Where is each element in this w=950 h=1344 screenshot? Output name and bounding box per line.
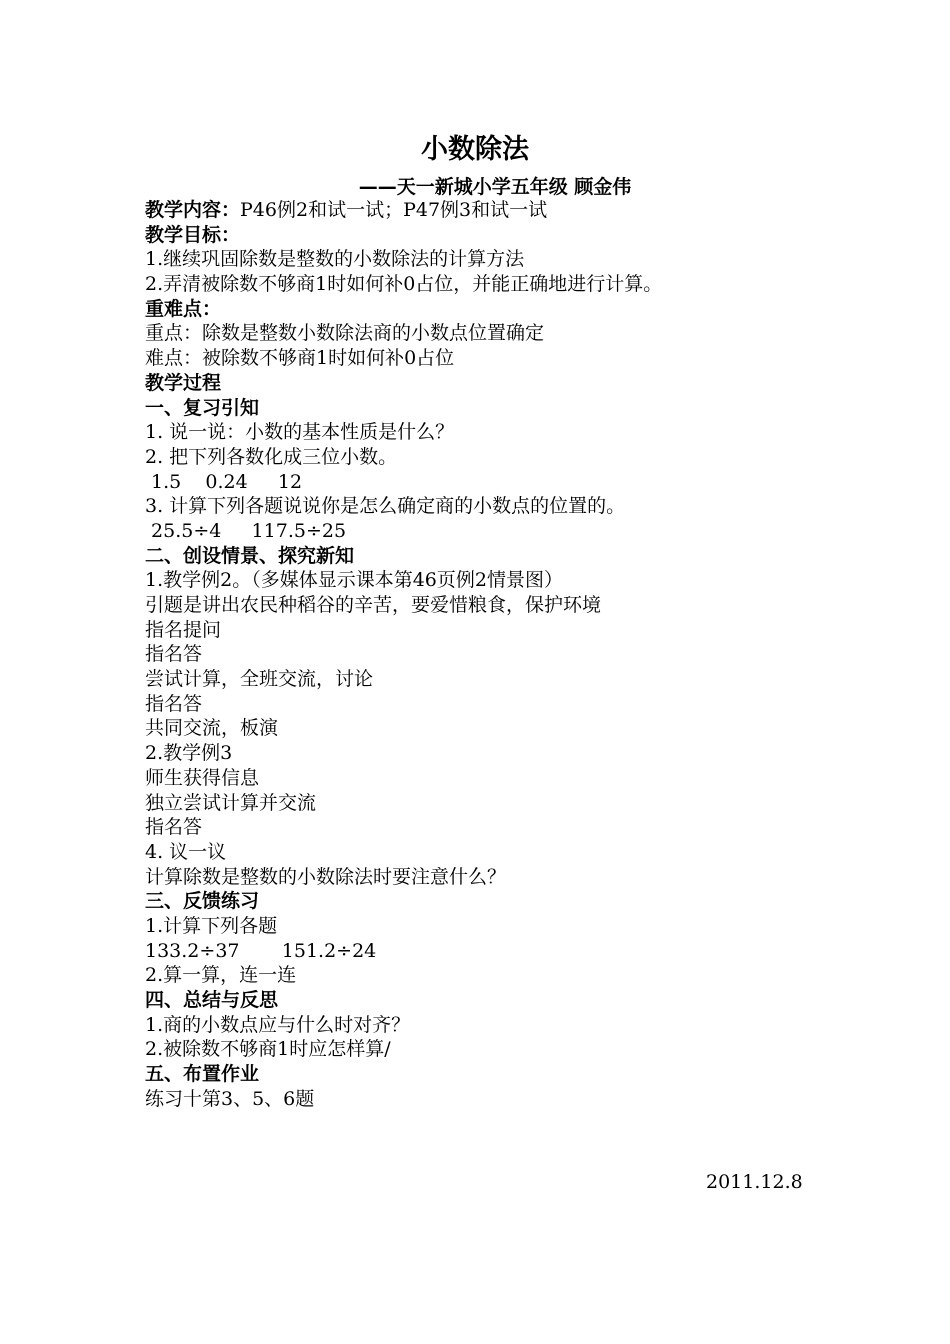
text-line: 1.教学例2。（多媒体显示课本第46页例2情景图） xyxy=(145,569,563,592)
text-line: 1. 说一说：小数的基本性质是什么？ xyxy=(145,421,455,444)
text-line: 1.计算下列各题 xyxy=(145,914,278,937)
text-line: 25.5÷4 117.5÷25 xyxy=(145,519,347,542)
section-heading: 二、创设情景、探究新知 xyxy=(145,544,355,567)
text-line: 2.被除数不够商1时应怎样算/ xyxy=(145,1038,391,1061)
text-line: 2.弄清被除数不够商1时如何补0占位，并能正确地进行计算。 xyxy=(145,273,663,296)
document-body xyxy=(145,198,845,1111)
teaching-content-line xyxy=(145,198,845,223)
text-line: 133.2÷37 151.2÷24 xyxy=(145,939,377,962)
section-heading: 教学目标： xyxy=(145,223,241,246)
section-heading: 一、复习引知 xyxy=(145,396,260,419)
text-line: 指名提问 xyxy=(145,618,222,641)
text-line: 尝试计算，全班交流，讨论 xyxy=(145,668,374,691)
section-heading: 重难点： xyxy=(145,297,222,320)
text-line: 引题是讲出农民种稻谷的辛苦，要爱惜粮食，保护环境 xyxy=(145,594,602,616)
document-subtitle: ——天一新城小学五年级 顾金伟 xyxy=(358,176,632,198)
text-line: 1.商的小数点应与什么时对齐？ xyxy=(145,1013,411,1036)
text-line: 独立尝试计算并交流 xyxy=(145,791,317,814)
text-line: 2. 把下列各数化成三位小数。 xyxy=(145,445,398,468)
teaching-content-label: 教学内容： xyxy=(145,199,241,221)
text-line: 计算除数是整数的小数除法时要注意什么？ xyxy=(145,865,507,888)
teaching-content-value: P46例2和试一试；P47例3和试一试 xyxy=(240,199,548,221)
text-line: 指名答 xyxy=(145,643,203,666)
section-heading: 四、总结与反思 xyxy=(145,989,279,1011)
text-line: 4. 议一议 xyxy=(145,840,227,863)
section-heading: 教学过程 xyxy=(145,371,222,394)
text-line: 师生获得信息 xyxy=(145,766,260,789)
section-heading: 五、布置作业 xyxy=(145,1063,260,1086)
text-line: 指名答 xyxy=(145,692,203,715)
text-line: 指名答 xyxy=(145,816,203,839)
document-title: 小数除法 xyxy=(421,134,529,165)
text-line: 重点：除数是整数小数除法商的小数点位置确定 xyxy=(145,322,545,345)
text-line: 共同交流，板演 xyxy=(145,717,279,740)
document-date: 2011.12.8 xyxy=(706,1171,803,1193)
section-heading: 三、反馈练习 xyxy=(145,890,260,913)
text-line: 1.5 0.24 12 xyxy=(145,470,303,493)
text-line: 2.教学例3 xyxy=(145,742,233,765)
text-line: 练习十第3、5、6题 xyxy=(145,1087,315,1110)
text-line: 3. 计算下列各题说说你是怎么确定商的小数点的位置的。 xyxy=(145,495,626,518)
text-line: 1.继续巩固除数是整数的小数除法的计算方法 xyxy=(145,248,525,271)
text-line: 2.算一算，连一连 xyxy=(145,964,297,987)
text-line: 难点：被除数不够商1时如何补0占位 xyxy=(145,347,455,370)
document-lines xyxy=(145,223,845,1112)
